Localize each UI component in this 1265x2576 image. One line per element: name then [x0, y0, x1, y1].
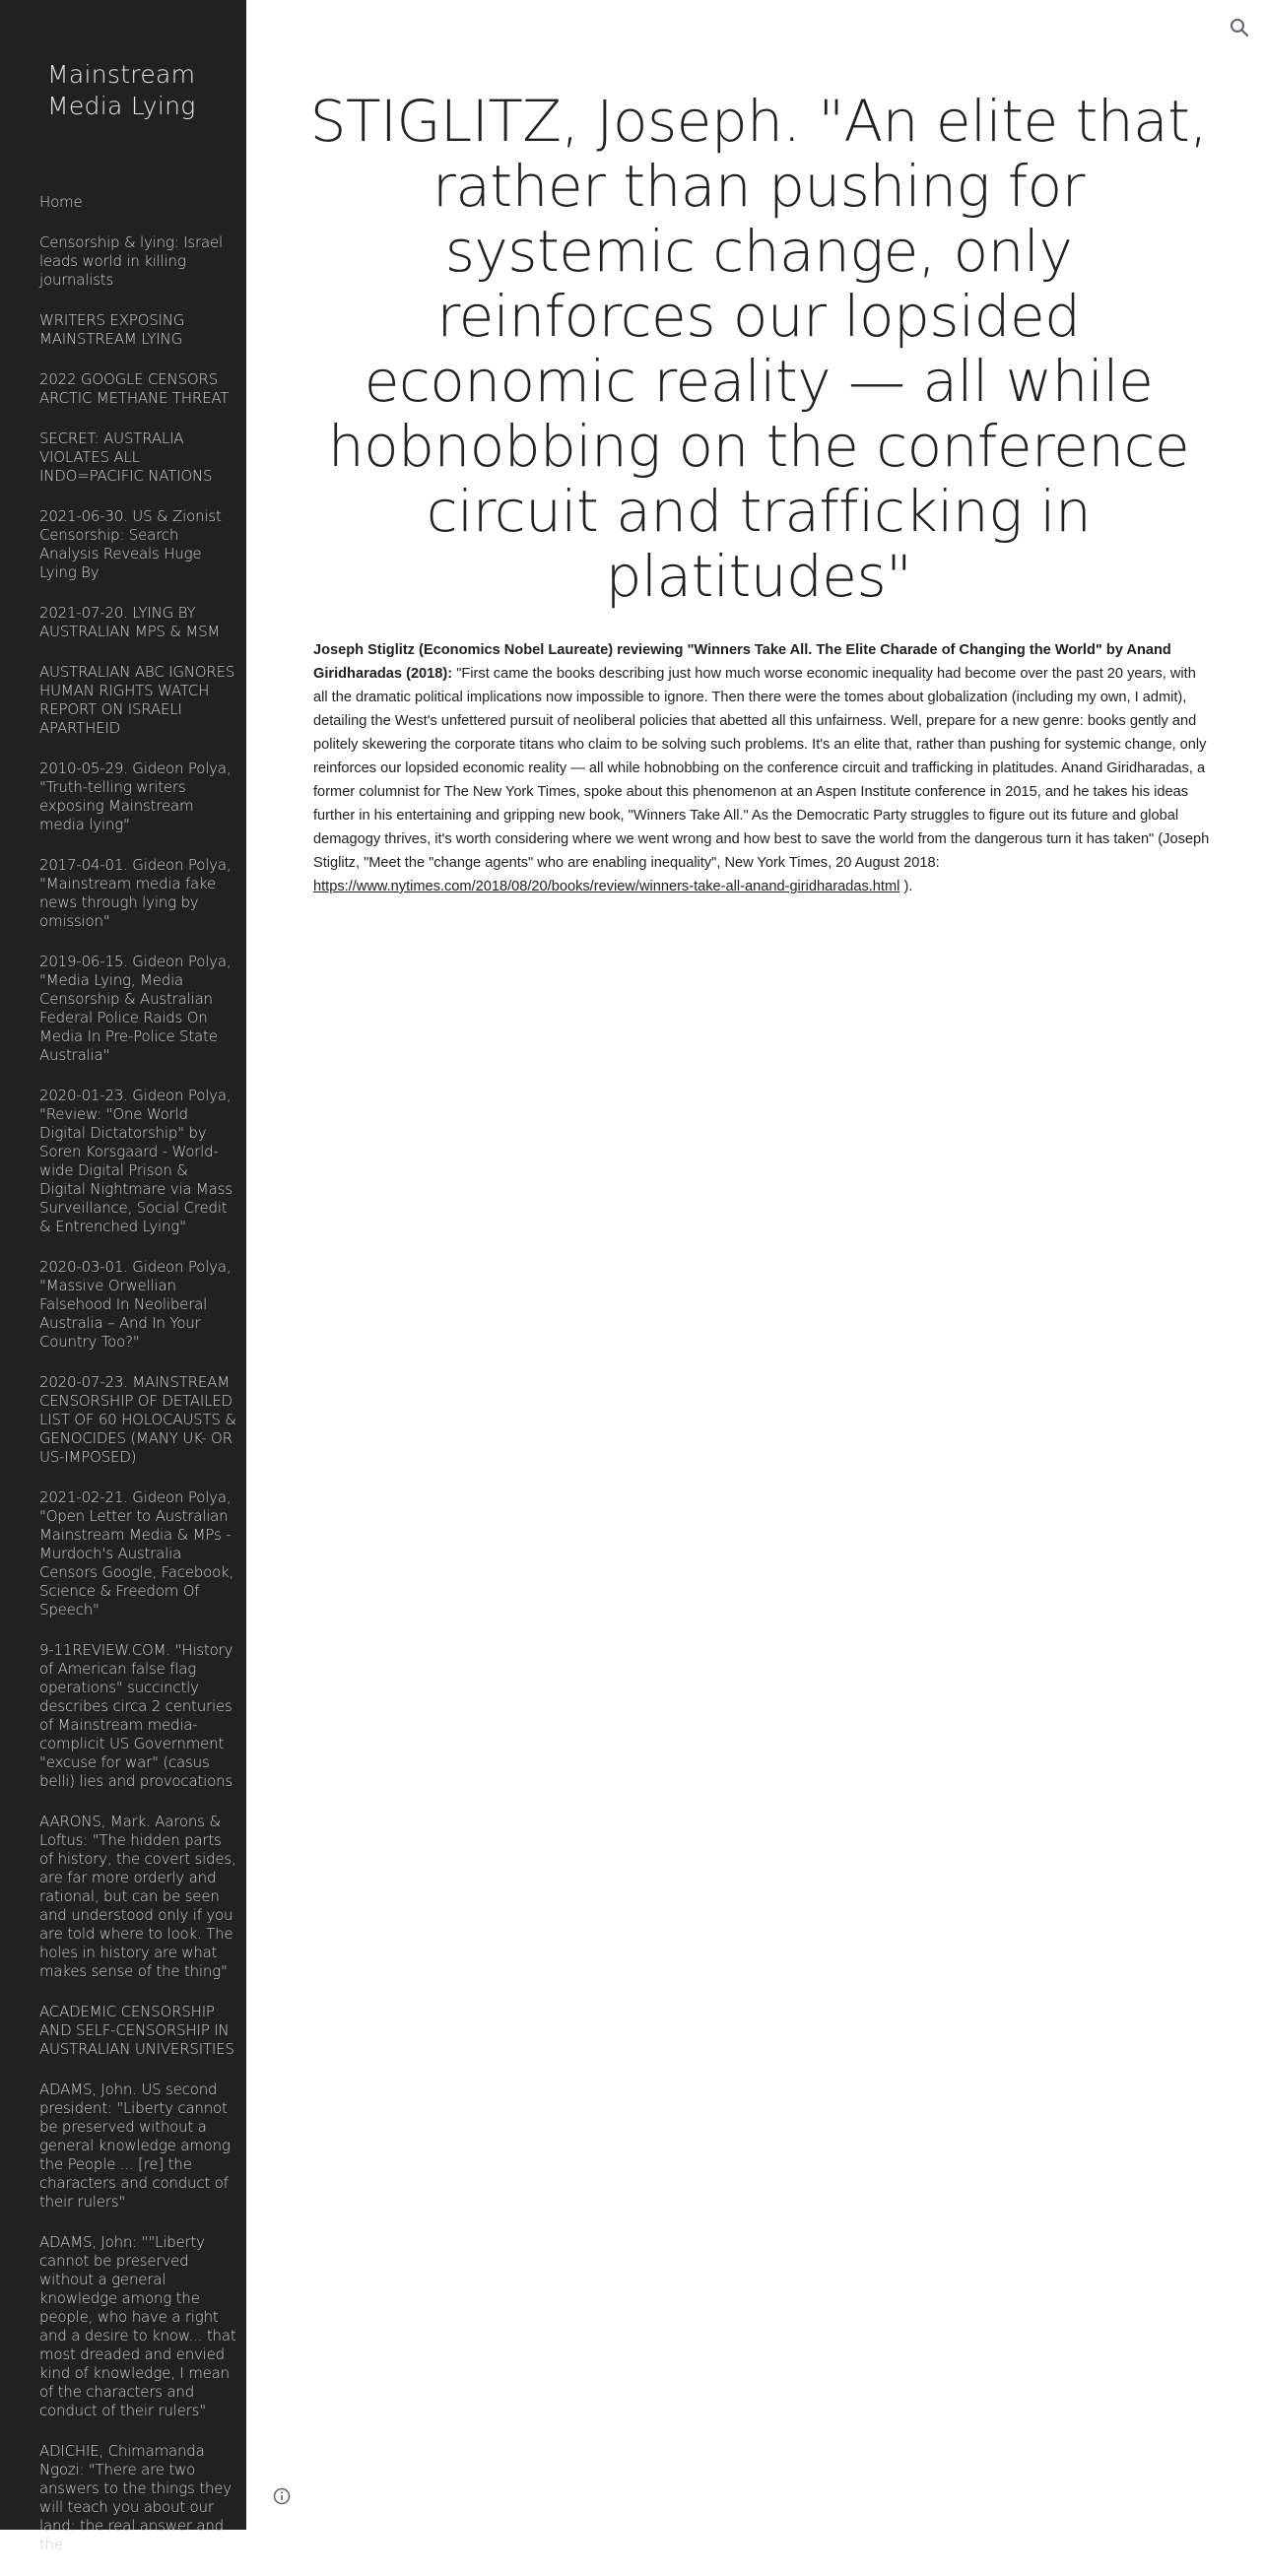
- article-tail: ).: [899, 879, 913, 894]
- sidebar-item[interactable]: 2017-04-01. Gideon Polya, "Mainstream media fake news through lying by omission": [39, 856, 232, 930]
- sidebar-item[interactable]: 2021-02-21. Gideon Polya, "Open Letter to Australian Mainstream Media & MPs - Murdoch's Australia Censors Google, Facebook, Science & Freedom Of Speech": [39, 1488, 234, 1618]
- sidebar-item[interactable]: 2020-01-23. Gideon Polya, "Review: "One World Digital Dictatorship" by Soren Korsgaard - World-wide Digital Prison & Digital Nightmare via Mass Surveillance, Social Credit & Entrenched Lying": [39, 1087, 233, 1235]
- nytimes-link[interactable]: https://www.nytimes.com/2018/08/20/books/review/winners-take-all-anand-giridharadas.html: [313, 879, 900, 894]
- article-text: "First came the books describing just how much worse economic inequality had become over the past 20 years, with all the dramatic political implications now impossible to ignore. Then there were the tomes about globalization (including my own, I admit), detailing the West's unfettered pursuit of neoliberal policies that abetted all this unfairness. Well, prepare for a new genre: books gently and politely skewering the corporate titans who claim to be solving such problems. It's an elite that, rather than pushing for systemic change, only reinforces our lopsided economic reality — all while hobnobbing on the conference circuit and trafficking in platitudes. Anand Giridharadas, a former columnist for The New York Times, spoke about this phenomenon at an Aspen Institute conference in 2015, and he takes his ideas further in his entertaining and gripping new book, "Winners Take All." As the Democratic Party struggles to figure out its future and global demagogy thrives, it's worth considering where we went wrong and how best to save the world from the dangerous turn it has taken" (Joseph Stiglitz, "Meet the "change agents" who are enabling inequality", New York Times, 20 August 2018:: [313, 666, 1210, 871]
- site-title[interactable]: Mainstream Media Lying: [47, 60, 196, 120]
- sidebar-item[interactable]: WRITERS EXPOSING MAINSTREAM LYING: [39, 311, 185, 348]
- info-icon: [272, 2486, 292, 2506]
- sidebar-item[interactable]: 2021-07-20. LYING BY AUSTRALIAN MPS & MSM: [39, 604, 221, 640]
- sidebar-item[interactable]: 2021-06-30. US & Zionist Censorship: Search Analysis Reveals Huge Lying By: [39, 507, 222, 581]
- site-info-button[interactable]: [272, 2486, 292, 2506]
- sidebar-item[interactable]: ADICHIE, Chimamanda Ngozi: "There are two answers to the things they will teach you about our land: the real answer and the: [39, 2442, 232, 2553]
- sidebar: [0, 0, 246, 2553]
- sidebar-item[interactable]: 9-11REVIEW.COM. "History of American false flag operations" succinctly describes circa 2 centuries of Mainstream media-complicit US Government "excuse for war" (casus belli) lies and provocations: [39, 1641, 233, 1790]
- sidebar-item[interactable]: 2010-05-29. Gideon Polya, "Truth-telling writers exposing Mainstream media lying": [39, 760, 232, 833]
- sidebar-item[interactable]: 2019-06-15. Gideon Polya, "Media Lying, Media Censorship & Australian Federal Police Raids On Media In Pre-Police State Australia": [39, 953, 232, 1064]
- page-title: STIGLITZ, Joseph. "An elite that, rather than pushing for systemic change, only reinforces our lopsided economic reality — all while hobnobbing on the conference circuit and trafficking in platitudes": [309, 88, 1208, 610]
- sidebar-item[interactable]: ADAMS, John. US second president: "Liberty cannot be preserved without a general knowledge among the People ... [re] the characters and conduct of their rulers": [39, 2081, 231, 2211]
- article-lead: Joseph Stiglitz (Economics Nobel Laureate) reviewing "Winners Take All. The Elite Charade of Changing the World" by Anand Giridharadas (2018):: [313, 642, 1171, 682]
- article-body: [313, 638, 1212, 898]
- sidebar-item[interactable]: ACADEMIC CENSORSHIP AND SELF-CENSORSHIP IN AUSTRALIAN UNIVERSITIES: [39, 2003, 234, 2058]
- sidebar-item[interactable]: AARONS, Mark. Aarons & Loftus: "The hidden parts of history, the covert sides, are far more orderly and rational, but can be seen and understood only if you are told where to look. The holes in history are what makes sense of the thing": [39, 1813, 236, 1980]
- sidebar-item[interactable]: AUSTRALIAN ABC IGNORES HUMAN RIGHTS WATCH REPORT ON ISRAELI APARTHEID: [39, 663, 235, 737]
- sidebar-item[interactable]: 2020-07-23. MAINSTREAM CENSORSHIP OF DETAILED LIST OF 60 HOLOCAUSTS & GENOCIDES (MANY UK- OR US-IMPOSED): [39, 1373, 236, 1466]
- sidebar-nav: [39, 193, 238, 2576]
- sidebar-item[interactable]: Censorship & lying: Israel leads world in killing journalists: [39, 233, 223, 289]
- sidebar-item[interactable]: ADAMS, John: ""Liberty cannot be preserved without a general knowledge among the people, who have a right and a desire to know... that most dreaded and envied kind of knowledge, I mean of the characters and conduct of their rulers": [39, 2233, 236, 2419]
- main-content: [246, 0, 1265, 2530]
- sidebar-item[interactable]: 2020-03-01. Gideon Polya, "Massive Orwellian Falsehood In Neoliberal Australia – And In Your Country Too?": [39, 1258, 232, 1351]
- sidebar-item-home[interactable]: Home: [39, 193, 83, 211]
- sidebar-item[interactable]: 2022 GOOGLE CENSORS ARCTIC METHANE THREAT: [39, 370, 230, 407]
- sidebar-item[interactable]: SECRET: AUSTRALIA VIOLATES ALL INDO=PACIFIC NATIONS: [39, 429, 213, 485]
